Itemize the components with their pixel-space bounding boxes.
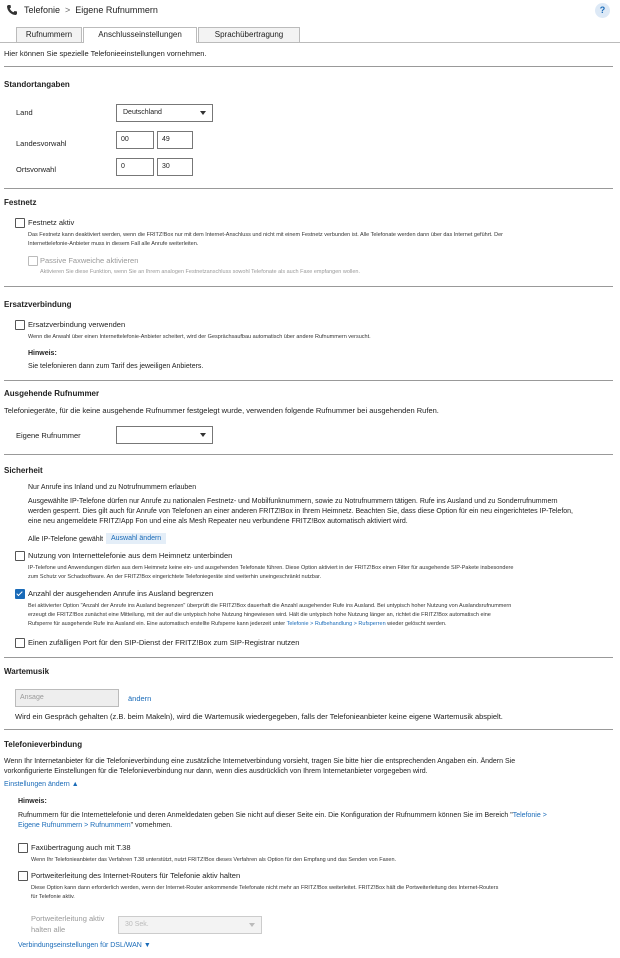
landesvorwahl-input[interactable]: 49 (157, 131, 193, 149)
divider (4, 380, 613, 381)
section-title-wartemusik: Wartemusik (4, 667, 50, 676)
t38-desc: Wenn Ihr Telefonieanbieter das Verfahren T.38 unterstützt, nutzt FRITZ!Box dieses Verfahren als Option für den Empfang und das Senden von Faxen. (31, 857, 397, 863)
dsl-wan-link[interactable] (18, 941, 151, 951)
breadcrumb-current: Eigene Rufnummern (75, 5, 158, 15)
dsl-wan-label: Verbindungseinstellungen für DSL/WAN (18, 942, 142, 949)
sicherheit-paragraph: Ausgewählte IP-Telefone dürfen nur Anrufe zu nationalen Festnetz- und Mobilfunknummern, sowie zu Notrufnummern tätigen. Rufe ins Ausland und zu Sonderrufnummern (28, 498, 558, 505)
selected-phones-label: Alle IP-Telefone gewählt (28, 536, 104, 543)
landesvorwahl-prefix: 00 (116, 131, 154, 149)
heimnetz-desc: zum Schutz vor Schadsoftware. An der FRITZ!Box eingerichtete Telefoniegeräte sind weiterhin uneingeschränkt nutzbar. (28, 574, 322, 580)
wartemusik-input: Ansage (15, 689, 119, 707)
faxweiche-desc: Aktivieren Sie diese Funktion, wenn Sie an Ihrem analogen Festnetzanschluss sowohl Telefonate als auch Faxe empfangen wollen. (40, 269, 361, 275)
eigene-rufnummern-link[interactable]: Eigene Rufnummern > Rufnummern (18, 822, 131, 829)
portweiterleitung-checkbox[interactable] (18, 871, 28, 881)
section-title-ersatz: Ersatzverbindung (4, 300, 72, 309)
divider (4, 729, 613, 730)
ausgehend-desc: Telefoniegeräte, für die keine ausgehende Rufnummer festgelegt wurde, verwenden folgende Rufnummer bei ausgehenden Rufen. (4, 406, 439, 415)
sicherheit-sub: Nur Anrufe ins Inland und zu Notrufnummern erlauben (28, 484, 197, 491)
section-title-sicherheit: Sicherheit (4, 466, 43, 475)
festnetz-aktiv-checkbox[interactable] (15, 218, 25, 228)
wartemusik-desc: Wird ein Gespräch gehalten (z.B. beim Makeln), wird die Wartemusik wiedergegeben, falls der Telefonieanbieter keine eigene Wartemusik abspielt. (15, 712, 503, 721)
breadcrumb-separator: > (65, 5, 71, 15)
ausland-desc-text: wieder gelöscht werden. (385, 621, 447, 627)
intro-text: Hier können Sie spezielle Telefonieeinstellungen vornehmen. (4, 49, 207, 58)
section-title-ausgehend: Ausgehende Rufnummer (4, 389, 100, 398)
phone-icon (6, 4, 18, 16)
tab-sprachuebertragung[interactable]: Sprachübertragung (198, 27, 300, 42)
telefonie-hint-text: " vornehmen. (130, 822, 173, 829)
hold-label: Portweiterleitung aktiv (31, 914, 105, 923)
divider (4, 286, 613, 287)
tab-anschlusseinstellungen[interactable]: Anschlusseinstellungen (83, 27, 197, 43)
chevron-down-icon: ▼ (143, 942, 151, 949)
ausland-checkbox[interactable] (15, 589, 25, 599)
chevron-down-icon (200, 433, 206, 437)
section-title-festnetz: Festnetz (4, 198, 37, 207)
help-button[interactable]: ? (595, 3, 610, 18)
telefonieverbindung-desc: Wenn Ihr Internetanbieter für die Telefonieverbindung eine zusätzliche Internetverbindung vorsieht, tragen Sie bitte hier die entsprechenden Angaben ein. Ändern Sie (4, 758, 516, 765)
telefonie-hint-text: Rufnummern für die Internettelefonie und deren Anmeldedaten geben Sie nicht auf dieser Seite ein. Die Konfiguration der Rufnummern können Sie im Bereich " (18, 812, 513, 819)
ausland-desc (28, 620, 446, 628)
faxweiche-label: Passive Faxweiche aktivieren (40, 256, 139, 265)
sip-port-checkbox[interactable] (15, 638, 25, 648)
land-select[interactable] (116, 104, 213, 122)
chevron-down-icon (249, 923, 255, 927)
divider (4, 657, 613, 658)
festnetz-aktiv-label: Festnetz aktiv (28, 218, 75, 227)
page-header (0, 0, 620, 22)
telefonieverbindung-desc: vorkonfigurierte Einstellungen für die Telefonieverbindung nur dann, wenn dies ausdrücklich von Ihrem Internetanbieter vorgegeben wird. (4, 768, 428, 775)
portweiterleitung-desc: Diese Option kann dann erforderlich werden, wenn der Internet-Router ankommende Telefonate nicht mehr an FRITZ!Box weiterleitet. FRITZ!Box hält die Portweiterleitung des Internet-Routers (31, 885, 499, 891)
heimnetz-desc: IP-Telefone und Anwendungen dürfen aus dem Heimnetz keine ein- und ausgehenden Telefonate führen. Diese Option aktiviert in der FRITZ!Box einen Filter für ausgehende SIP-Pakete insbesondere (28, 565, 514, 571)
section-title-telefonieverbindung: Telefonieverbindung (4, 740, 83, 749)
sicherheit-paragraph: eine neu angemeldete FRITZ!App Fon und eine als Mesh Repeater neu verbundene FRITZ!Box automatisch aktiviert wird. (28, 518, 408, 525)
eigene-rufnummer-select[interactable] (116, 426, 213, 444)
ausland-desc: erzeugt die FRITZ!Box zunächst eine Mitteilung, mit der auf die untypisch hohe Nutzung hingewiesen wird. Hält die untypisch hohe Nutzung länger an, richtet die FRITZ!Box automatisch eine (28, 612, 491, 618)
divider (4, 188, 613, 189)
hold-interval-value: 30 Sek. (125, 921, 149, 928)
land-value: Deutschland (123, 109, 162, 116)
divider (4, 454, 613, 455)
eigene-rufnummer-label: Eigene Rufnummer (16, 431, 81, 440)
breadcrumb-root[interactable]: Telefonie (24, 5, 61, 15)
sicherheit-paragraph: werden gesperrt. Dies gilt auch für Anrufe von Telefonen an einer anderen FRITZ!Box in Ihrem Heimnetz. Beachten Sie, dass diese Option für ein neu eingerichtetes IP-Telefon, (28, 508, 574, 515)
telefonie-hint-title: Hinweis: (18, 798, 47, 805)
land-label: Land (16, 108, 33, 117)
landesvorwahl-label: Landesvorwahl (16, 139, 67, 148)
ersatz-hint-title: Hinweis: (28, 350, 57, 357)
telefonie-hint (18, 811, 547, 821)
ersatz-checkbox[interactable] (15, 320, 25, 330)
faxweiche-checkbox[interactable] (28, 256, 38, 266)
ausland-desc-text: Rufsperre für ausgehende Rufe ins Ausland ein. Eine automatisch erstellte Rufsperre kann jederzeit unter (28, 621, 287, 627)
heimnetz-checkbox[interactable] (15, 551, 25, 561)
ausland-desc: Bei aktivierter Option "Anzahl der Anrufe ins Ausland begrenzen" überprüft die FRITZ!Box dauerhaft die Anzahl ausgehender Rufe ins Ausland. Bei untypisch hoher Nutzung von Auslandsrufnummern (28, 603, 512, 609)
section-title-standort: Standortangaben (4, 80, 70, 89)
t38-label: Faxübertragung auch mit T.38 (31, 843, 131, 852)
festnetz-aktiv-desc: Das Festnetz kann deaktiviert werden, wenn die FRITZ!Box nur mit dem Internet-Anschluss und nicht mit einem Festnetz verbunden ist. Alle Telefonate werden dann über das Internet geführt. Der (28, 232, 503, 238)
einstellungen-aendern-link[interactable] (4, 780, 79, 790)
telefonie-link[interactable]: Telefonie > (512, 812, 547, 819)
ersatz-hint-text: Sie telefonieren dann zum Tarif des jeweiligen Anbieters. (28, 363, 204, 370)
ortsvorwahl-input[interactable]: 30 (157, 158, 193, 176)
t38-checkbox[interactable] (18, 843, 28, 853)
ortsvorwahl-label: Ortsvorwahl (16, 165, 57, 174)
wartemusik-aendern-link[interactable]: ändern (128, 694, 152, 703)
tab-rufnummern[interactable]: Rufnummern (16, 27, 82, 42)
hold-label: halten alle (31, 925, 66, 934)
breadcrumb (24, 5, 158, 15)
chevron-down-icon (200, 111, 206, 115)
ersatz-desc: Wenn die Anwahl über einen Internettelefonie-Anbieter scheitert, wird der Gesprächsaufbau automatisch über andere Rufnummern versucht. (28, 334, 371, 340)
ausland-label: Anzahl der ausgehenden Anrufe ins Ausland begrenzen (28, 589, 214, 598)
auswahl-aendern-button[interactable]: Auswahl ändern (106, 533, 166, 544)
portweiterleitung-label: Portweiterleitung des Internet-Routers für Telefonie aktiv halten (31, 871, 241, 880)
hold-interval-select (118, 916, 262, 934)
chevron-up-icon: ▲ (71, 781, 79, 788)
ersatz-label: Ersatzverbindung verwenden (28, 320, 126, 329)
heimnetz-label: Nutzung von Internettelefonie aus dem Heimnetz unterbinden (28, 551, 233, 560)
sip-port-label: Einen zufälligen Port für den SIP-Dienst der FRITZ!Box zum SIP-Registrar nutzen (28, 638, 300, 647)
festnetz-aktiv-desc: Internettelefonie-Anbieter muss in diesem Fall alle Anrufe weiterleiten. (28, 241, 199, 247)
tab-bar (0, 27, 620, 43)
portweiterleitung-desc: für Telefonie aktiv. (31, 894, 75, 900)
telefonie-hint (18, 821, 172, 831)
einstellungen-aendern-label: Einstellungen ändern (4, 781, 70, 788)
rufsperren-link[interactable]: Telefonie > Rufbehandlung > Rufsperren (286, 621, 386, 627)
divider (4, 66, 613, 67)
ortsvorwahl-prefix: 0 (116, 158, 154, 176)
